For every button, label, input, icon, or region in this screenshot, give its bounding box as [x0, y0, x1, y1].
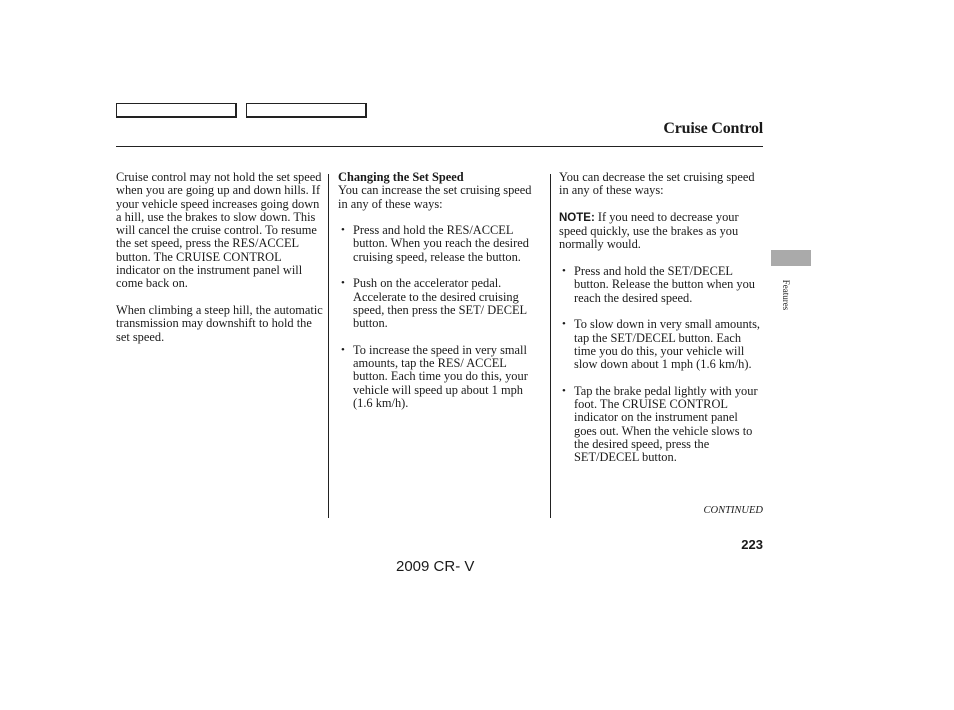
page-title: Cruise Control	[663, 120, 763, 137]
nav-button-1[interactable]	[116, 103, 237, 118]
footer-model-label: 2009 CR- V	[396, 558, 475, 575]
bullet-icon: •	[341, 224, 345, 237]
bullet-icon: •	[562, 384, 566, 397]
list-item	[562, 385, 763, 465]
list-item-text: To increase the speed in very small amounts, tap the RES/ ACCEL button. Each time you do this, your vehicle will speed up about 1 mph (1.6 km/h).	[353, 342, 528, 411]
list-item	[341, 344, 543, 410]
bullet-list	[559, 265, 763, 464]
bullet-icon: •	[562, 318, 566, 331]
paragraph: Cruise control may not hold the set speed when you are going up and down hills. If your vehicle speed increases going down a hill, use the brakes to slow down. This will cancel the cruise control. To resume the set speed, press the RES/ACCEL button. The CRUISE CONTROL indicator on the instrument panel will come back on.	[116, 170, 322, 291]
column-2	[338, 171, 543, 424]
bullet-icon: •	[562, 265, 566, 278]
column-divider	[550, 174, 551, 518]
list-item	[341, 224, 543, 264]
list-item	[562, 265, 763, 305]
note-paragraph	[559, 211, 763, 252]
column-1	[116, 171, 324, 357]
title-rule	[116, 146, 763, 147]
paragraph: When climbing a steep hill, the automatic transmission may downshift to hold the set speed.	[116, 302, 323, 344]
column-divider	[328, 174, 329, 518]
note-text: If you need to decrease your speed quickly, use the brakes as you normally would.	[559, 209, 739, 252]
section-side-label: Features	[781, 279, 791, 311]
bullet-icon: •	[341, 343, 345, 356]
nav-button-2[interactable]	[246, 103, 367, 118]
paragraph: You can decrease the set cruising speed in any of these ways:	[559, 170, 755, 198]
section-tab-marker	[771, 250, 811, 266]
list-item-text: Press and hold the RES/ACCEL button. When you reach the desired cruising speed, release the button.	[353, 223, 529, 264]
column-3	[559, 171, 763, 478]
list-item-text: To slow down in very small amounts, tap the SET/DECEL button. Each time you do this, your vehicle will slow down about 1 mph (1.6 km/h).	[574, 317, 761, 372]
list-item	[562, 318, 763, 371]
list-item-text: Tap the brake pedal lightly with your foot. The CRUISE CONTROL indicator on the instrument panel goes out. When the vehicle slows to the desired speed, press the SET/DECEL button.	[574, 383, 758, 465]
bullet-list	[338, 224, 543, 410]
continued-label: CONTINUED	[703, 505, 763, 516]
list-item-text: Push on the accelerator pedal. Accelerate to the desired cruising speed, then press the SET/ DECEL button.	[353, 276, 527, 331]
section-heading: Changing the Set Speed	[338, 170, 464, 184]
paragraph: You can increase the set cruising speed in any of these ways:	[338, 183, 532, 211]
bullet-icon: •	[341, 277, 345, 290]
list-item	[341, 277, 543, 330]
list-item-text: Press and hold the SET/DECEL button. Release the button when you reach the desired speed.	[574, 264, 756, 305]
note-label: NOTE:	[559, 211, 595, 224]
page-number: 223	[741, 537, 763, 552]
